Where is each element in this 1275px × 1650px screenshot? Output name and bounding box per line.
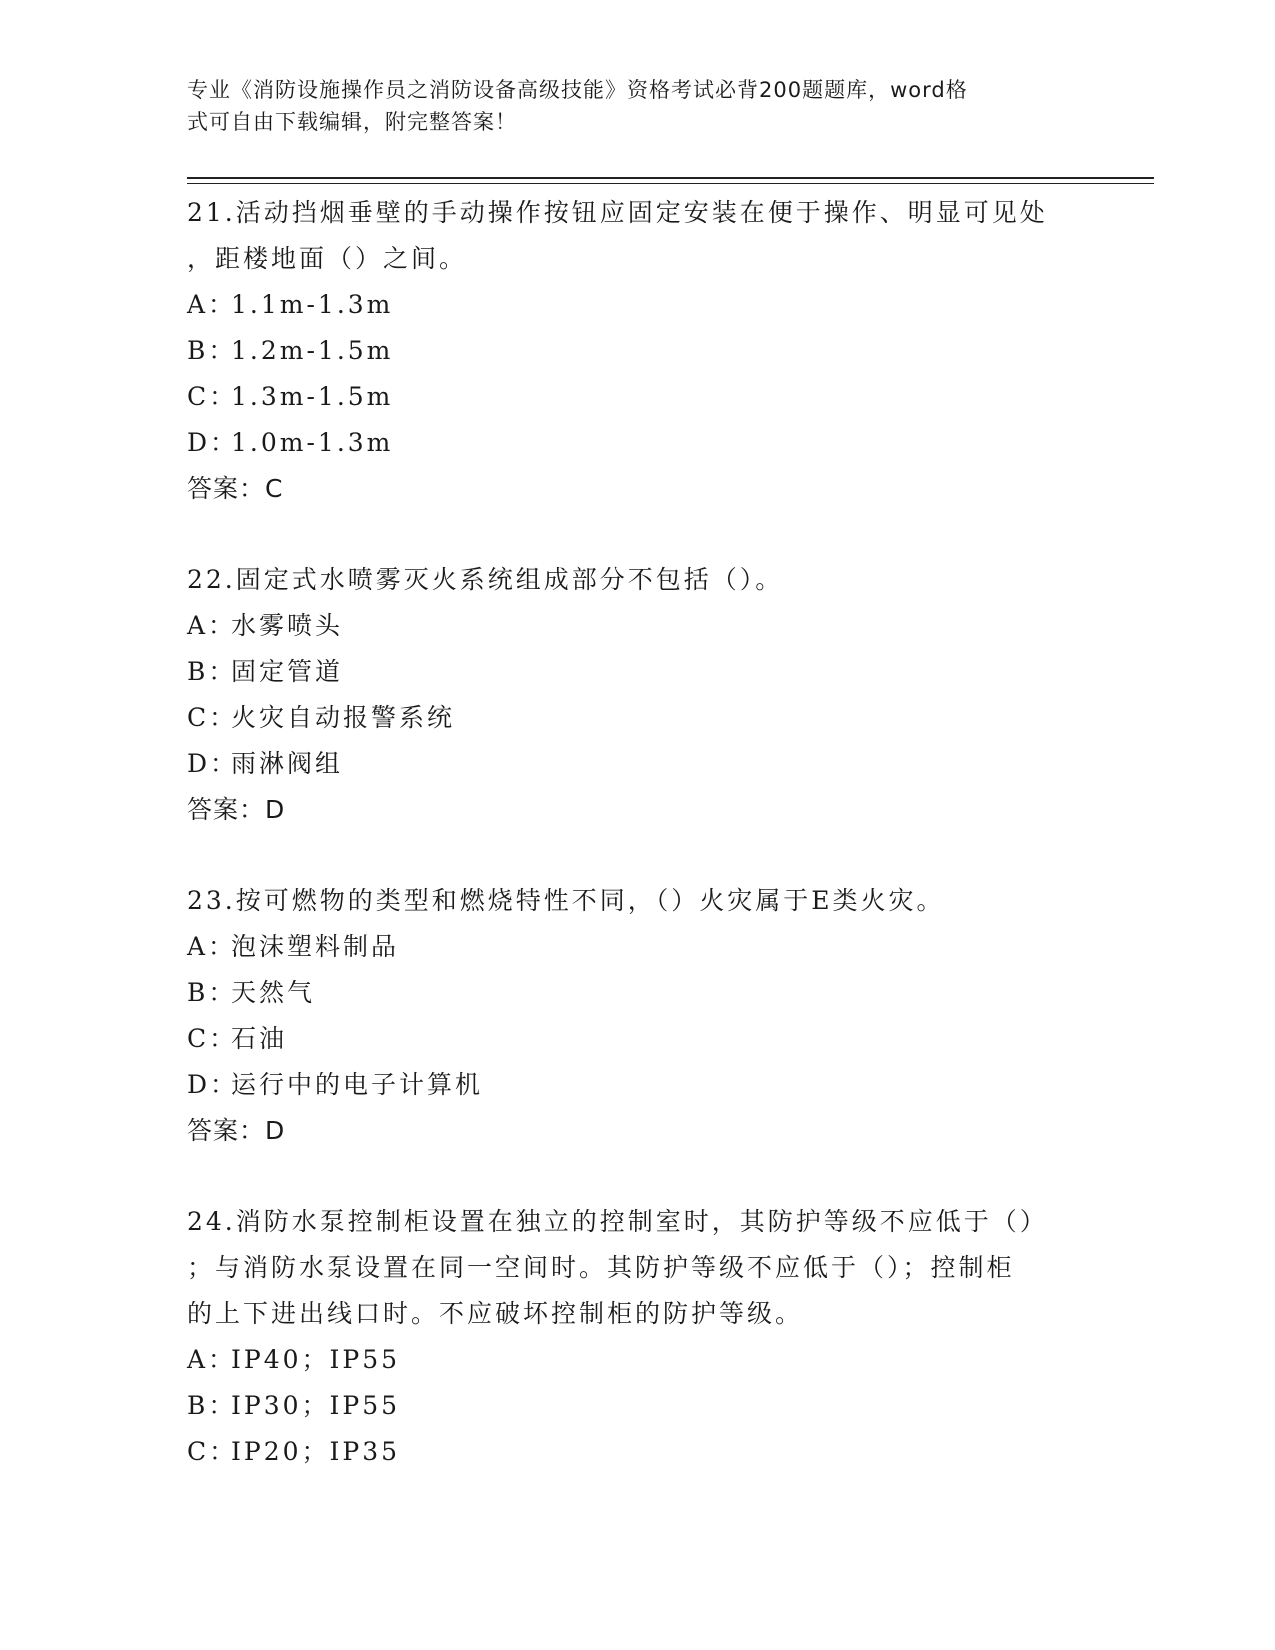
option-text: 天然气 (231, 978, 316, 1007)
option-key: C： (187, 703, 238, 732)
question-22 (187, 557, 1087, 833)
option-a (187, 1337, 1087, 1383)
question-23 (187, 878, 1087, 1154)
option-key: A： (187, 290, 237, 319)
question-text: 21.活动挡烟垂壁的手动操作按钮应固定安装在便于操作、明显可见处 (187, 198, 1048, 227)
answer: 答案：C (187, 474, 284, 503)
option-key: D： (187, 428, 239, 457)
option-c (187, 374, 1087, 420)
question-gap (187, 833, 1087, 878)
answer: 答案：D (187, 795, 286, 824)
option-key: D： (187, 1070, 239, 1099)
question-text: ；与消防水泵设置在同一空间时。其防护等级不应低于（）；控制柜 (187, 1253, 1015, 1282)
option-text: 水雾喷头 (231, 611, 344, 640)
option-text: 石油 (231, 1024, 288, 1053)
option-text: IP30；IP55 (231, 1391, 401, 1420)
header-divider-thin (187, 183, 1154, 184)
option-a (187, 924, 1087, 970)
answer: 答案：D (187, 1116, 286, 1145)
document-header (187, 74, 1067, 138)
question-text: 的上下进出线口时。不应破坏控制柜的防护等级。 (187, 1299, 804, 1328)
option-key: C： (187, 382, 238, 411)
option-key: B： (187, 657, 237, 686)
option-text: 火灾自动报警系统 (231, 703, 456, 732)
option-text: 1.3m-1.5m (231, 382, 394, 411)
option-key: A： (187, 611, 237, 640)
option-c (187, 1429, 1087, 1475)
header-line-2: 式可自由下载编辑，附完整答案！ (187, 110, 517, 134)
option-key: B： (187, 978, 237, 1007)
option-key: A： (187, 932, 237, 961)
option-key: C： (187, 1437, 238, 1466)
option-d (187, 1062, 1087, 1108)
option-b (187, 649, 1087, 695)
option-c (187, 695, 1087, 741)
option-b (187, 1383, 1087, 1429)
option-text: 运行中的电子计算机 (231, 1070, 484, 1099)
option-b (187, 970, 1087, 1016)
question-text: 22.固定式水喷雾灭火系统组成部分不包括（）。 (187, 565, 784, 594)
option-key: C： (187, 1024, 238, 1053)
option-text: 1.0m-1.3m (231, 428, 394, 457)
header-divider-thick (187, 177, 1154, 179)
option-text: 固定管道 (231, 657, 344, 686)
question-text: ，距楼地面（）之间。 (187, 244, 468, 273)
question-text: 23.按可燃物的类型和燃烧特性不同，（）火灾属于E类火灾。 (187, 886, 945, 915)
option-key: A： (187, 1345, 237, 1374)
question-text: 24.消防水泵控制柜设置在独立的控制室时，其防护等级不应低于（） (187, 1207, 1048, 1236)
option-key: B： (187, 336, 237, 365)
question-gap (187, 1154, 1087, 1199)
option-d (187, 420, 1087, 466)
option-c (187, 1016, 1087, 1062)
option-a (187, 282, 1087, 328)
option-text: IP40；IP55 (231, 1345, 401, 1374)
header-line-1: 专业《消防设施操作员之消防设备高级技能》资格考试必背200题题库，word格 (187, 78, 968, 102)
option-key: B： (187, 1391, 237, 1420)
question-21 (187, 190, 1087, 512)
option-d (187, 741, 1087, 787)
option-key: D： (187, 749, 239, 778)
question-24 (187, 1199, 1087, 1475)
option-text: 1.1m-1.3m (231, 290, 394, 319)
question-gap (187, 512, 1087, 557)
option-text: 1.2m-1.5m (231, 336, 394, 365)
option-text: 泡沫塑料制品 (231, 932, 400, 961)
option-text: 雨淋阀组 (231, 749, 344, 778)
question-list (187, 190, 1087, 1475)
option-a (187, 603, 1087, 649)
option-text: IP20；IP35 (231, 1437, 401, 1466)
option-b (187, 328, 1087, 374)
